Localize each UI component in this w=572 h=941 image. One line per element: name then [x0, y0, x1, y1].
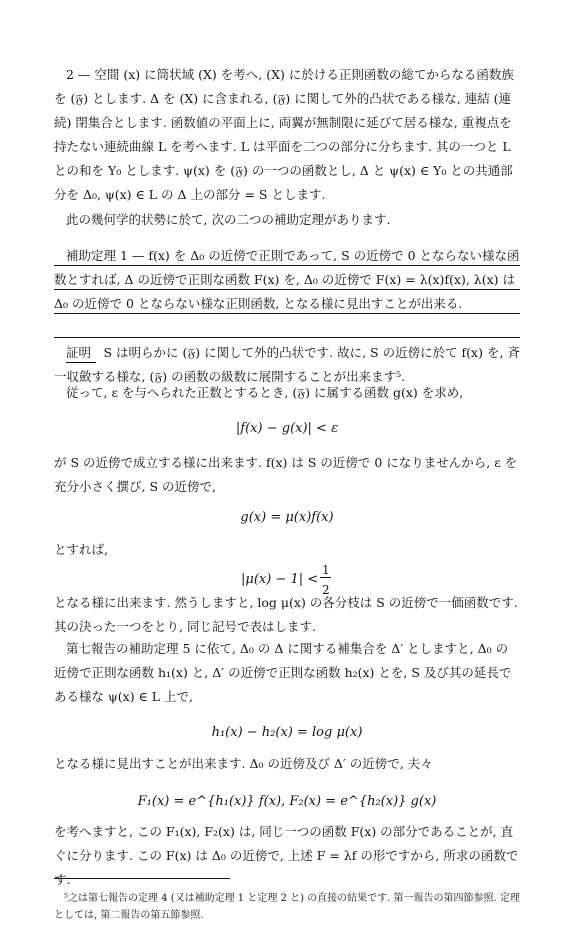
paragraph-approx: 従って, ε を与へられた正数とするとき, (𝔉) に属する函数 g(x) を求め,: [66, 385, 464, 400]
paragraph-then: とすれば,: [54, 542, 108, 557]
lemma-underline: [54, 337, 520, 338]
equation-mu-bound-lhs: |μ(x) − 1| <: [241, 572, 319, 587]
paragraph-find: となる様に見出すことが出来ます. Δ₀ の近傍及び Δ′ の近傍で, 夫々: [54, 756, 433, 771]
lemma-underline: [54, 289, 520, 290]
paragraph-conclusion: を考へますと, この F₁(x), F₂(x) は, 同じ一つの函数 F(x) の部分であることが, 直ぐに分ります. この F(x) は Δ₀ の近傍で, 上述 F = λf の形ですから, 所求の函数です.: [54, 824, 519, 888]
equation-F1-F2: F₁(x) = e^{h₁(x)} f(x), F₂(x) = e^{h₂(x)} g(x): [137, 794, 437, 809]
fraction-denominator: 2: [322, 583, 330, 597]
paragraph-intro-lemmas: 此の幾何学的状勢に於て, 次の二つの補助定理があります.: [66, 212, 391, 227]
lemma-underline: [54, 313, 520, 314]
paragraph-log-branch: となる様に出来ます. 然うしますと, log μ(x) の各分枝は S の近傍で一価函数です. 其の決った一つをとり, 同じ記号で表はします.: [54, 595, 518, 635]
proof-paragraph: 証明 S は明らかに (𝔉) に関して外的凸状です. 故に, S の近傍に於て f(x) を, 斉一収斂する様な, (𝔉) の函数の級数に展開することが出来ます⁵.: [54, 345, 520, 385]
paragraph-lemma-5-ref: 第七報告の補助定理 5 に依て, Δ₀ の Δ に関する補集合を Δ′ としますと, Δ₀ の近傍で正則な函数 h₁(x) と, Δ′ の近傍で正則な函数 h₂(x) とを, S 及び其の延長である様な ψ(x) ∈ L 上で,: [54, 641, 512, 705]
equation-h1-h2: h₁(x) − h₂(x) = log μ(x): [211, 725, 363, 740]
paragraph-section-2: 2 — 空間 (x) に筒状域 (X) を考へ, (X) に於ける正則函数の総てからなる函数族を (𝔉) とします. Δ を (X) に含まれる, (𝔉) に関して外的凸状である様な, 連結 (連続) 閉集合とします. 函数値の平面上に, 両翼が無制限に延びて居る様な, 重複点を持たない連続曲線 L を考へます. L は平面を二つの部分に分ちます. 其の一つと L との和を Y₀ とします. ψ(x) を (𝔉) の一つの函数とし, Δ と ψ(x) ∈ Y₀ との共通部分を Δ₀, ψ(x) ∈ L の Δ 上の部分 = S とします.: [54, 67, 514, 203]
lemma-underline: [54, 265, 520, 266]
footnote-rule: [54, 878, 230, 879]
equation-g-mu-f: g(x) = μ(x)f(x): [240, 510, 334, 525]
equation-inequality: |f(x) − g(x)| < ε: [235, 421, 339, 436]
fraction-numerator: 1: [322, 563, 330, 577]
footnote-5: ⁵之は第七報告の定理 4 (又は補助定理 1 と定理 2 と) の直接の結果です. 第一報告の第四節参照. 定理としては, 第二報告の第五節参照.: [54, 893, 520, 921]
proof-underline: [66, 362, 96, 363]
lemma-1-statement: 補助定理 1 — f(x) を Δ₀ の近傍で正則であって, S の近傍で 0 とならない様な函数とすれば, Δ の近傍で正則な函数 F(x) を, Δ₀ の近傍で F(x) = λ(x)f(x), λ(x) は Δ₀ の近傍で 0 とならない様な正則函数, となる様に見出すことが出来る.: [54, 248, 520, 312]
paragraph-choose-epsilon: が S の近傍で成立する様に出来ます. f(x) は S の近傍で 0 になりませんから, ε を充分小さく撰び, S の近傍で,: [54, 455, 518, 495]
